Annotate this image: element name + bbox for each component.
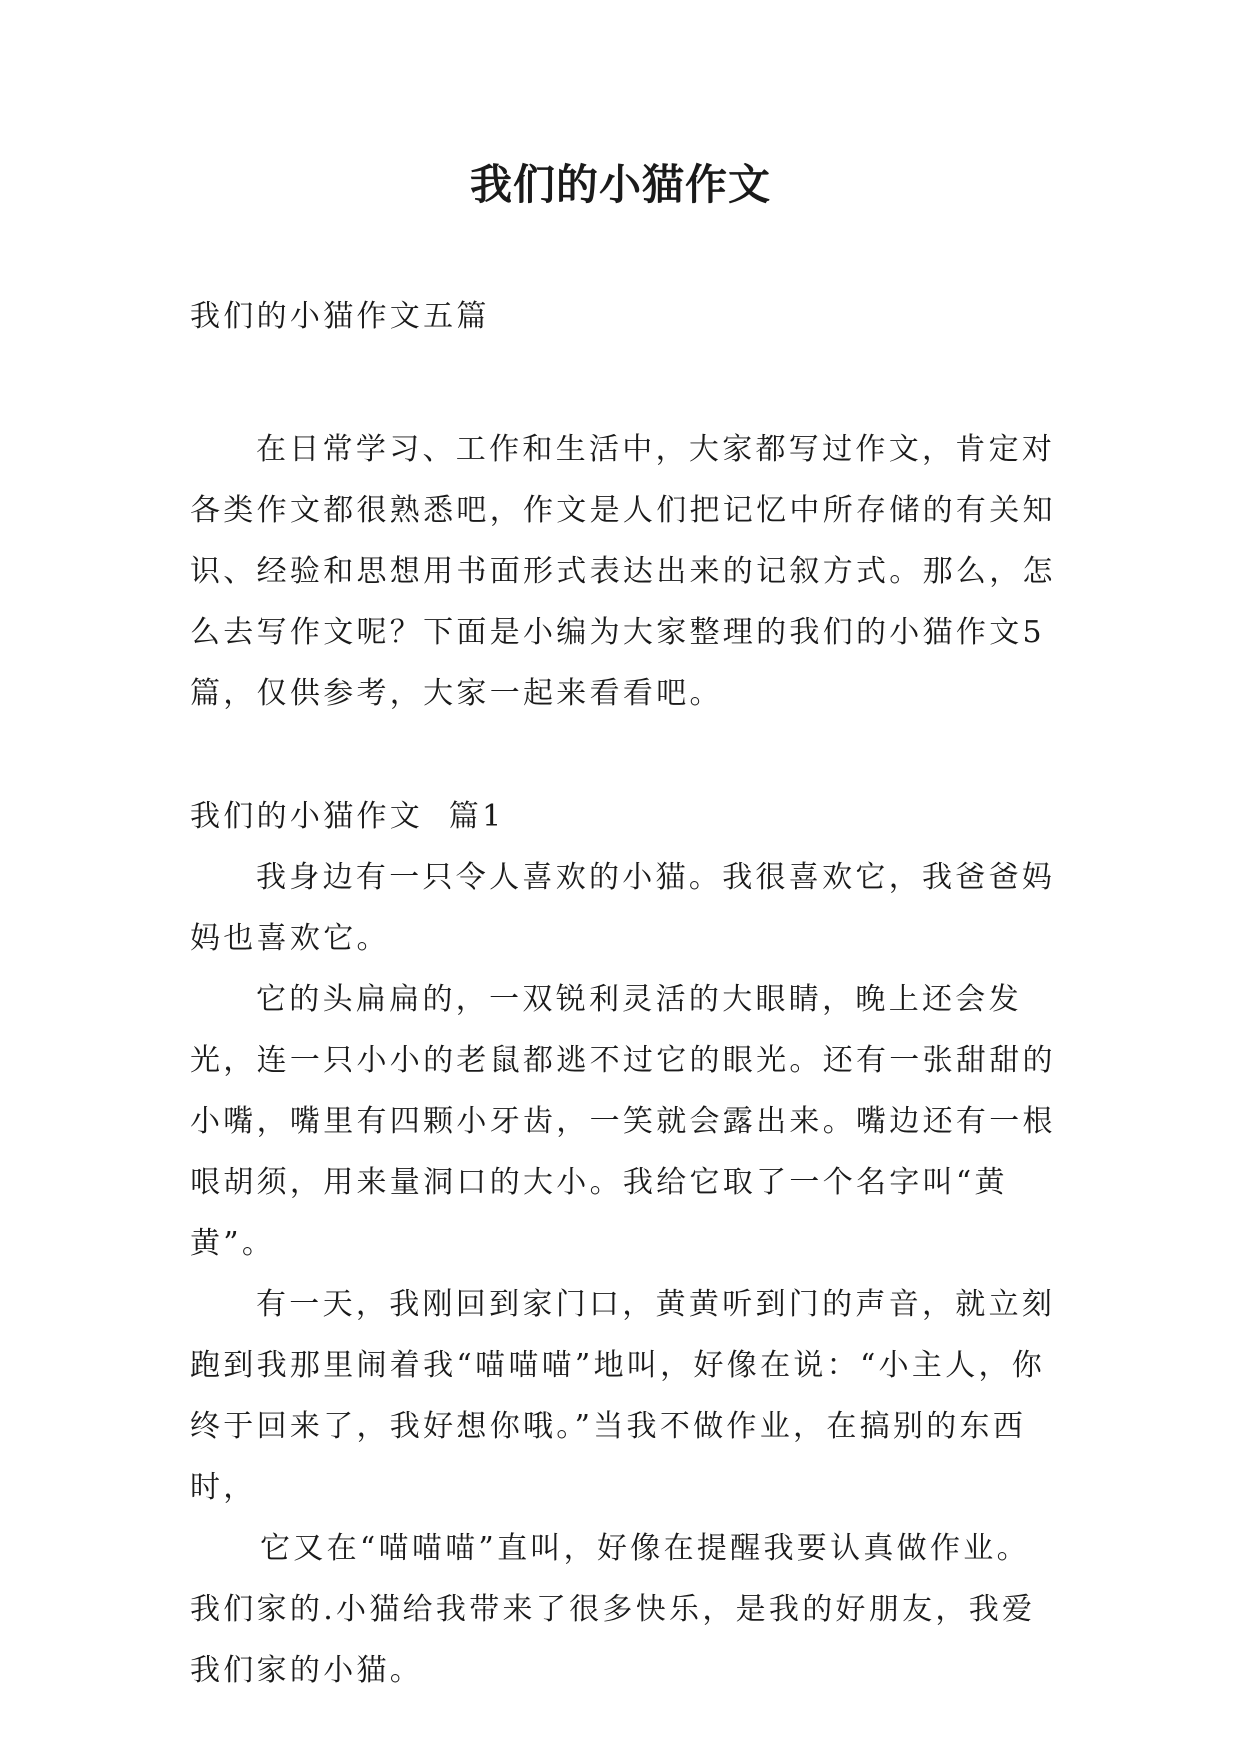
document-subtitle: 我们的小猫作文五篇 bbox=[190, 299, 490, 334]
spacer bbox=[190, 347, 1060, 419]
body-paragraph: 它又在“喵喵喵”直叫，好像在提醒我要认真做作业。我们家的.小猫给我带来了很多快乐，是我的好朋友，我爱我们家的小猫。 bbox=[190, 1531, 1036, 1688]
body-paragraph: 我身边有一只令人喜欢的小猫。我很喜欢它，我爸爸妈妈也喜欢它。 bbox=[190, 860, 1056, 956]
intro-paragraph: 在日常学习、工作和生活中，大家都写过作文，肯定对各类作文都很熟悉吧，作文是人们把记忆中所存储的有关知识、经验和思想用书面形式表达出来的记叙方式。那么，怎么去写作文呢？下面是小编为大家整理的我们的小猫作文5篇，仅供参考，大家一起来看看吧。 bbox=[190, 432, 1056, 711]
section-heading: 我们的小猫作文 篇1 bbox=[190, 799, 505, 834]
document-title: 我们的小猫作文 bbox=[469, 160, 771, 209]
spacer bbox=[190, 724, 1060, 786]
document-body bbox=[190, 286, 1060, 1701]
body-paragraph: 它的头扁扁的，一双锐利灵活的大眼睛，晚上还会发光，连一只小小的老鼠都逃不过它的眼光。还有一张甜甜的小嘴，嘴里有四颗小牙齿，一笑就会露出来。嘴边还有一根哏胡须，用来量洞口的大小。我给它取了一个名字叫“黄黄”。 bbox=[190, 982, 1056, 1261]
body-paragraph: 有一天，我刚回到家门口，黄黄听到门的声音，就立刻跑到我那里闹着我“喵喵喵”地叫，好像在说：“小主人，你终于回来了，我好想你哦。”当我不做作业，在搞别的东西时， bbox=[190, 1287, 1056, 1505]
